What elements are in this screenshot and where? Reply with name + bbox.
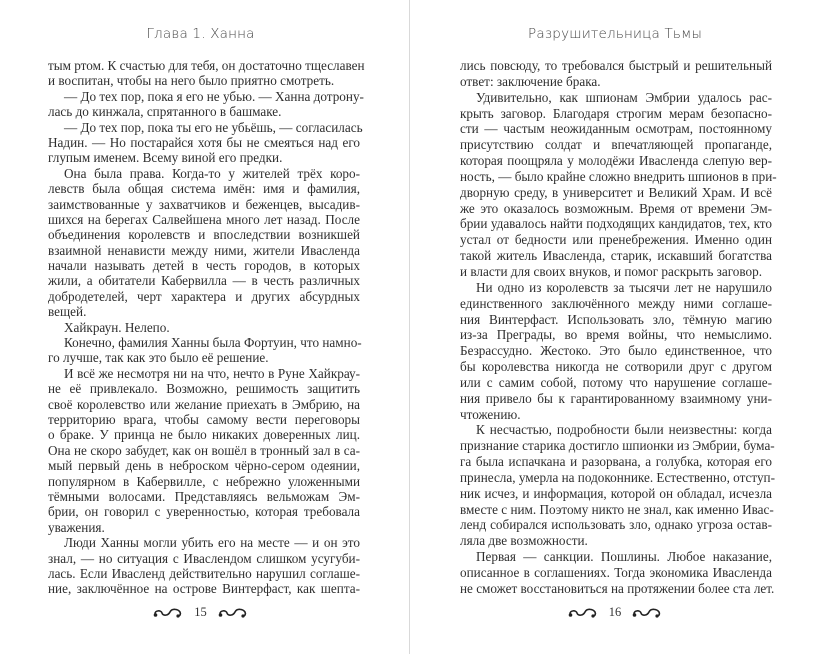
paragraph (48, 58, 365, 89)
paragraph (460, 280, 772, 423)
text-line: присутствию солдат и впечатляющей пропаганде, (460, 137, 772, 153)
paragraph (48, 335, 360, 366)
text-line: и воспитан, чтобы на него было приятно смотреть. (48, 73, 335, 89)
paragraph (48, 320, 360, 335)
page-folio (410, 605, 820, 620)
page-number: 15 (194, 605, 207, 619)
text-line: уважения. (48, 519, 105, 535)
text-line: И всё же несмотря ни на что, нечто в Руне Хайкрау- (64, 365, 360, 381)
text-line: К несчастью, подробности были неизвестны: когда (476, 422, 772, 438)
running-head-chapter: Глава 1. Ханна (146, 26, 255, 42)
paragraph (48, 535, 360, 597)
right-page (410, 0, 820, 654)
text-line: ния привело бы к гарантированному взаимному уни- (460, 390, 772, 406)
text-line: ние, заключённое на острове Винтерфаст, как шепта- (48, 581, 360, 597)
text-line: ность, — было крайне сложно внедрить шпионов в при- (460, 168, 777, 184)
text-line: принесла, умерла на подоконнике. Естественно, отступ- (460, 469, 776, 485)
text-line: Надин. — Но постарайся хотя бы не смеяться над его (48, 134, 360, 150)
text-line: Она не скоро забудет, как он вошёл в тронный зал в са- (48, 442, 360, 458)
ornament-swirl-icon (631, 607, 663, 619)
text-line: заимствованные у захватчиков и беженцев, высадив- (48, 196, 360, 212)
text-line: — До тех пор, пока ты его не убьёшь, — согласилась (64, 119, 363, 135)
paragraph (460, 549, 775, 597)
paragraph (48, 166, 360, 320)
text-line: бы королевства никогда не сотворили друг с другом (460, 359, 772, 375)
text-line: жили, а обитатели Кабервилла — в честь различных (48, 273, 360, 289)
text-line: га была испачкана и разорвана, а голубка, которая его (460, 454, 772, 470)
paragraph (460, 422, 776, 549)
text-line: Люди Ханны могли убить его на месте — и он это (64, 535, 360, 551)
text-line: Она была права. Когда-то у жителей трёх коро- (64, 165, 360, 181)
text-line: — До тех пор, пока я его не убью. — Ханна дотрону- (64, 88, 364, 104)
text-line: знал, — но ситуация с Иваслендом слишком усугуби- (48, 550, 360, 566)
text-line: о браке. У принца не было никаких доверенных лиц. (48, 427, 360, 443)
text-line: Первая — санкции. Пошлины. Любое наказание, (476, 549, 772, 565)
text-line: крыть заговор. Благодаря строгим мерам безопасно- (460, 105, 772, 121)
text-line: или с самим собой, потому что нарушение соглаше- (460, 374, 772, 390)
text-line: ленд собирался использовать зло, однако угроза остав- (460, 517, 772, 533)
text-line: тёмными волосами. Представляясь вельможам Эм- (48, 488, 360, 504)
text-line: дворную среду, в университет и Великий Храм. И всё (460, 184, 772, 200)
text-line: вместе с ним. Поэтому никто не знал, как именно Ивас- (460, 501, 774, 517)
text-line: популярном в Кабервилле, с небрежно уложенными (48, 473, 360, 489)
text-line: Хайкраун. Нелепо. (64, 319, 170, 335)
text-line: из-за Преграды, во время войны, что немыслимо. (460, 327, 772, 343)
left-page-body (48, 58, 365, 597)
text-line: брии, он говорил с уверенностью, которая требовала (48, 504, 360, 520)
paragraph (48, 366, 360, 535)
ornament-swirl-icon (152, 607, 184, 619)
text-line: лась до кинжала, спрятанного в башмаке. (48, 104, 282, 120)
text-line: ляла две возможности. (460, 533, 588, 549)
text-line: территорию врага, чтобы самому вести переговоры (48, 411, 360, 427)
text-line: описанное в соглашениях. Тогда экономика Ивасленда (460, 565, 772, 580)
text-line: такой житель Ивасленда, старик, искавший богатства (460, 248, 772, 264)
text-line: не сможет восстановиться на протяжении более ста лет. (460, 580, 775, 596)
text-line: шихся на берегах Салвейшена много лет назад. После (48, 211, 360, 227)
text-line: Безрассудно. Жестоко. Это было единственное, что (460, 343, 772, 359)
text-line: тым ртом. К счастью для тебя, он достаточно тщеславен (48, 58, 365, 73)
text-line: брии удавалось найти подходящих кандидатов, тех, кто (460, 216, 772, 232)
text-line: не её привлекало. Возможно, решимость защитить (48, 381, 360, 397)
text-line: сти — частым неожиданным осмотрам, постоянному (460, 121, 772, 137)
text-line: признание старика достигло шпионки из Эмбрии, бума- (460, 438, 775, 454)
text-line: лась. Если Ивасленд действительно нарушил соглаше- (48, 565, 360, 581)
page-folio (0, 605, 405, 620)
paragraph (460, 58, 772, 90)
text-line: ния Винтерфаст. Использовать зло, тёмную магию (460, 311, 772, 327)
text-line: мый первый день в неброском чёрно-сером одеянии, (48, 458, 360, 474)
text-line: глупым именем. Всему виной его предки. (48, 150, 283, 166)
paragraph (48, 119, 363, 166)
text-line: Удивительно, как шпионам Эмбрии удалось рас- (476, 89, 772, 105)
paragraph (48, 88, 364, 120)
text-line: чтожению. (460, 406, 521, 422)
ornament-swirl-icon (567, 607, 599, 619)
running-head-title: Разрушительница Тьмы (527, 26, 703, 42)
right-page-body (460, 58, 777, 597)
text-line: устал от бедности или пренебрежения. Именно один (460, 232, 772, 248)
text-line: левств была общая система имён: имя и фамилия, (48, 181, 360, 197)
paragraph (460, 89, 777, 280)
text-line: своё королевство или желание приехать в Эмбрию, на (48, 396, 360, 412)
text-line: единственного заключённого между ними соглаше- (460, 295, 772, 311)
text-line: Конечно, фамилия Ханны была Фортуин, что намно- (64, 335, 362, 351)
text-line: объединения королевств и впоследствии возникшей (48, 227, 360, 243)
text-line: которая поощряла у молодёжи Ивасленда слепую вер- (460, 153, 772, 169)
text-line: ответ: заключение брака. (460, 73, 601, 89)
text-line: и власти для своих внуков, и помог раскрыть заговор. (460, 263, 763, 279)
text-line: го лучше, так как это было её решение. (48, 350, 269, 366)
page-number: 16 (608, 605, 622, 619)
text-line: лись повсюду, то требовался быстрый и решительный (460, 58, 772, 73)
text-line: взаимной ненависти между ними, жители Ивасленда (48, 242, 360, 258)
text-line: добродетелей, черт характера и других абсурдных (48, 288, 360, 304)
ornament-swirl-icon (217, 607, 249, 619)
text-line: вещей. (48, 304, 87, 320)
text-line: начали называть детей в честь городов, в которых (48, 258, 360, 274)
text-line: Ни одно из королевств за тысячи лет не нарушило (476, 279, 772, 295)
text-line: ник исчез, и информация, которой он обладал, исчезла (460, 485, 772, 501)
text-line: же это оказалось возможным. Время от времени Эм- (460, 200, 772, 216)
